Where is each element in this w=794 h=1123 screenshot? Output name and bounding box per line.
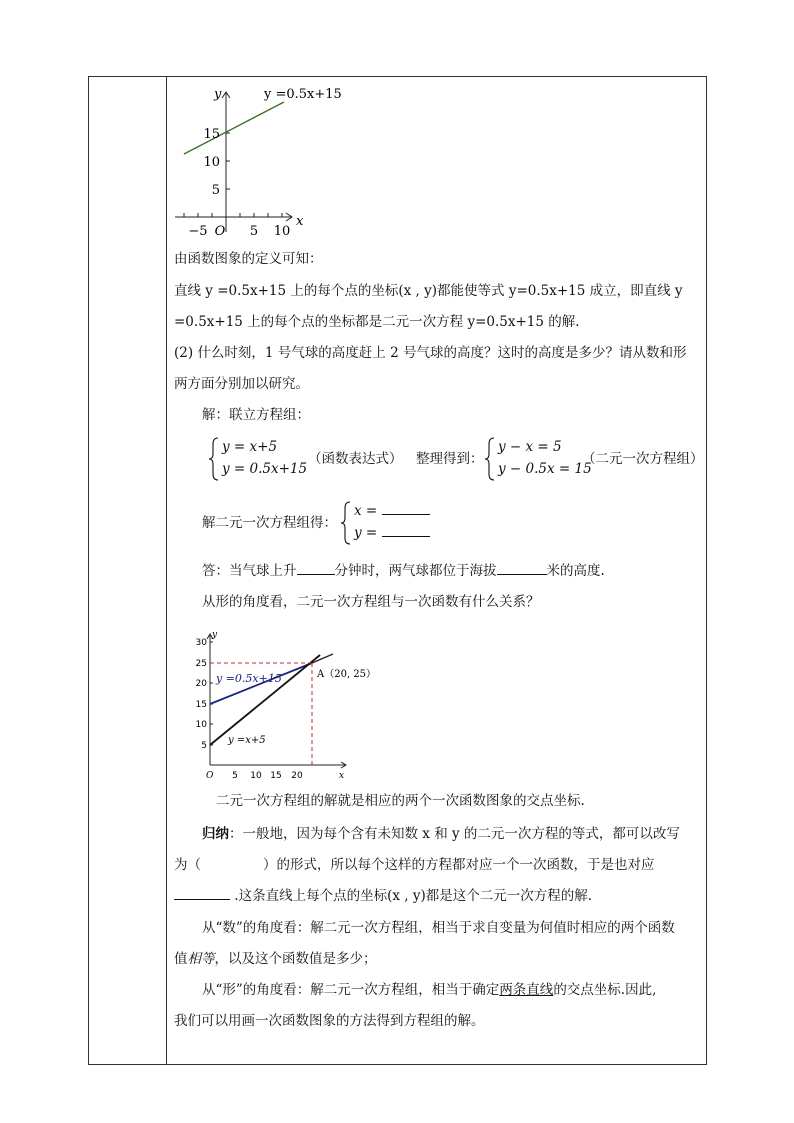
conclusion: 二元一次方程组的解就是相应的两个一次函数图象的交点坐标. [216,793,585,809]
solution-x: x = [354,502,430,520]
summary-line-b: 为（ ）的形式，所以每个这样的方程都对应一个一次函数，于是也对应 [174,857,655,873]
y-tick-25: 25 [195,659,207,669]
y-tick-30: 30 [195,638,207,648]
x-tick-15: 15 [270,771,282,781]
x-tick-20: 20 [291,771,303,781]
number-view-b: 值相等，以及这个函数值是多少； [174,951,377,967]
summary-label: 归纳 [202,826,229,842]
y-tick-10: 10 [195,720,207,730]
text-p2a: 直线 y =0.5x+15 上的每个点的坐标(x , y)都能使等式 y=0.5x+15 成立，即直线 y [174,283,683,299]
y-tick-5: 5 [201,741,207,751]
line-x-5 [210,655,320,745]
blank-y[interactable] [382,524,430,537]
x-tick-5: 5 [249,224,259,239]
question-2b: 两方面分别加以研究。 [174,376,309,392]
system2-eq1: y − x = 5 [498,439,562,455]
y-axis-label: y [212,630,218,640]
intersection-label: A（20, 25） [317,669,377,680]
blank-minutes[interactable] [297,562,335,575]
text-p2b: =0.5x+15 上的每个点的坐标都是二元一次方程 y=0.5x+15 的解. [174,314,580,330]
brace-solution [340,500,352,546]
line2-label: y =x+5 [228,735,266,746]
solution-y: y = [354,524,430,542]
x-tick-5: 5 [232,771,238,781]
y-tick-15: 15 [203,127,220,142]
graph1-line-label: y =0.5x+15 [264,87,342,102]
y-axis-label: y [214,87,222,102]
system1-eq1: y = x+5 [222,439,278,455]
shape-view-b: 我们可以用画一次函数图象的方法得到方程组的解。 [174,1013,485,1029]
blank-line[interactable] [174,887,230,900]
answer-line: 答：当气球上升 分钟时，两气球都位于海拔 米的高度. [202,563,605,579]
line1-label: y =0.5x+15 [216,672,282,685]
question-2a: (2) 什么时刻，1 号气球的高度赶上 2 号气球的高度？这时的高度是多少？请从数和形 [174,345,687,361]
origin-label: O [214,224,226,239]
solution-intro: 解：联立方程组： [202,407,310,423]
shape-view-a: 从“形”的角度看：解二元一次方程组，相当于确定两条直线的交点坐标.因此, [202,982,657,998]
system2-note: （二元一次方程组） [582,451,704,467]
graph-intersection [196,624,386,784]
brace-system-2 [484,436,496,482]
lesson-content [166,76,707,1065]
brace-system-1 [208,436,220,482]
y-tick-15: 15 [195,700,207,710]
y-tick-5: 5 [211,183,220,198]
graph-line-0.5x-15 [172,84,342,244]
x-tick-10: 10 [250,771,262,781]
blank-x[interactable] [382,502,430,515]
x-tick-10: 10 [273,224,291,239]
y-tick-20: 20 [195,679,207,689]
x-axis-label: x [296,214,304,229]
arrange-label: 整理得到： [416,451,484,467]
system1-eq2: y = 0.5x+15 [222,461,308,477]
origin-label: O [206,771,214,781]
x-axis-label: x [339,771,345,781]
y-tick-10: 10 [203,155,220,170]
shape-question: 从形的角度看，二元一次方程组与一次函数有什么关系？ [202,594,540,610]
graph1-line [184,102,284,154]
system1-note: （函数表达式） [308,451,403,467]
x-tick-neg5: −5 [188,224,208,239]
summary-line-c: .这条直线上每个点的坐标(x , y)都是这个二元一次方程的解. [174,887,592,905]
system2-eq2: y − 0.5x = 15 [498,461,592,477]
blank-altitude[interactable] [497,562,547,575]
text-p1: 由函数图象的定义可知： [174,251,323,267]
summary-line-a: 归纳：一般地，因为每个含有未知数 x 和 y 的二元一次方程的等式，都可以改写 [202,826,680,842]
number-view-a: 从“数”的角度看：解二元一次方程组，相当于求自变量为何值时相应的两个函数 [202,920,675,936]
solve-label: 解二元一次方程组得： [202,515,337,531]
